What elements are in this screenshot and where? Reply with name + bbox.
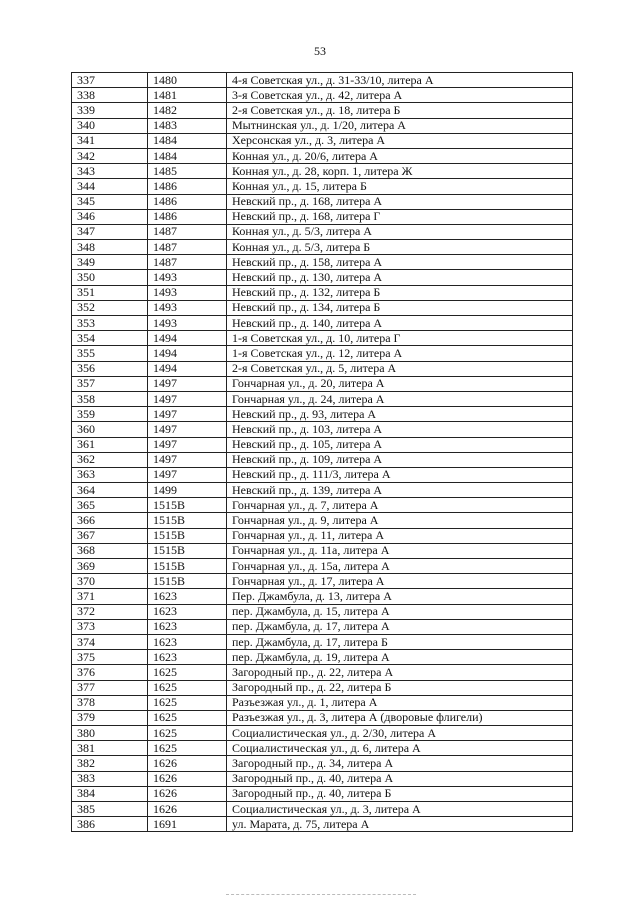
code-cell: 1487 [148, 240, 227, 255]
row-number-cell: 365 [72, 498, 148, 513]
table-row [72, 194, 573, 209]
row-number-cell: 349 [72, 255, 148, 270]
row-number-cell: 340 [72, 118, 148, 133]
address-cell: Гончарная ул., д. 20, литера А [227, 376, 573, 391]
code-cell: 1623 [148, 650, 227, 665]
table-row [72, 528, 573, 543]
code-cell: 1625 [148, 710, 227, 725]
table-row [72, 331, 573, 346]
address-cell: ул. Марата, д. 75, литера А [227, 817, 573, 832]
table-row [72, 710, 573, 725]
row-number-cell: 381 [72, 741, 148, 756]
row-number-cell: 355 [72, 346, 148, 361]
code-cell: 1625 [148, 741, 227, 756]
row-number-cell: 366 [72, 513, 148, 528]
code-cell: 1497 [148, 407, 227, 422]
address-cell: Социалистическая ул., д. 3, литера А [227, 802, 573, 817]
table-row [72, 376, 573, 391]
address-cell: Гончарная ул., д. 15а, литера А [227, 559, 573, 574]
table-row [72, 741, 573, 756]
code-cell: 1497 [148, 452, 227, 467]
code-cell: 1691 [148, 817, 227, 832]
row-number-cell: 342 [72, 148, 148, 163]
code-cell: 1625 [148, 665, 227, 680]
code-cell: 1515В [148, 513, 227, 528]
address-cell: Загородный пр., д. 22, литера А [227, 665, 573, 680]
address-cell: Социалистическая ул., д. 6, литера А [227, 741, 573, 756]
row-number-cell: 362 [72, 452, 148, 467]
row-number-cell: 348 [72, 240, 148, 255]
table-row [72, 634, 573, 649]
address-cell: Невский пр., д. 132, литера Б [227, 285, 573, 300]
row-number-cell: 374 [72, 634, 148, 649]
table-row [72, 255, 573, 270]
code-cell: 1499 [148, 483, 227, 498]
code-cell: 1625 [148, 726, 227, 741]
code-cell: 1626 [148, 786, 227, 801]
table-row [72, 346, 573, 361]
code-cell: 1515В [148, 574, 227, 589]
table-row [72, 164, 573, 179]
address-cell: Гончарная ул., д. 11, литера А [227, 528, 573, 543]
address-cell: Разъезжая ул., д. 1, литера А [227, 695, 573, 710]
row-number-cell: 354 [72, 331, 148, 346]
code-cell: 1494 [148, 346, 227, 361]
row-number-cell: 345 [72, 194, 148, 209]
row-number-cell: 382 [72, 756, 148, 771]
address-cell: Невский пр., д. 130, литера А [227, 270, 573, 285]
table-row [72, 316, 573, 331]
registry-body [72, 73, 573, 832]
address-cell: 1-я Советская ул., д. 10, литера Г [227, 331, 573, 346]
row-number-cell: 350 [72, 270, 148, 285]
code-cell: 1493 [148, 270, 227, 285]
table-row [72, 209, 573, 224]
row-number-cell: 367 [72, 528, 148, 543]
table-row [72, 270, 573, 285]
code-cell: 1486 [148, 194, 227, 209]
row-number-cell: 369 [72, 559, 148, 574]
code-cell: 1515В [148, 528, 227, 543]
code-cell: 1493 [148, 285, 227, 300]
address-cell: Невский пр., д. 109, литера А [227, 452, 573, 467]
code-cell: 1625 [148, 680, 227, 695]
row-number-cell: 385 [72, 802, 148, 817]
table-row [72, 771, 573, 786]
code-cell: 1623 [148, 589, 227, 604]
code-cell: 1487 [148, 255, 227, 270]
row-number-cell: 386 [72, 817, 148, 832]
code-cell: 1623 [148, 634, 227, 649]
table-row [72, 407, 573, 422]
row-number-cell: 360 [72, 422, 148, 437]
address-cell: Конная ул., д. 28, корп. 1, литера Ж [227, 164, 573, 179]
address-cell: Гончарная ул., д. 9, литера А [227, 513, 573, 528]
page-number: 53 [314, 44, 326, 58]
table-row [72, 452, 573, 467]
code-cell: 1481 [148, 88, 227, 103]
table-row [72, 118, 573, 133]
table-row [72, 559, 573, 574]
row-number-cell: 371 [72, 589, 148, 604]
table-row [72, 786, 573, 801]
table-row [72, 437, 573, 452]
address-registry-table [71, 72, 573, 832]
row-number-cell: 383 [72, 771, 148, 786]
address-cell: Невский пр., д. 111/3, литера А [227, 467, 573, 482]
address-cell: Загородный пр., д. 40, литера Б [227, 786, 573, 801]
code-cell: 1497 [148, 467, 227, 482]
code-cell: 1484 [148, 133, 227, 148]
table-row [72, 498, 573, 513]
address-cell: пер. Джамбула, д. 17, литера Б [227, 634, 573, 649]
table-row [72, 695, 573, 710]
table-row [72, 483, 573, 498]
address-cell: Конная ул., д. 20/6, литера А [227, 148, 573, 163]
address-cell: Херсонская ул., д. 3, литера А [227, 133, 573, 148]
row-number-cell: 344 [72, 179, 148, 194]
address-cell: Невский пр., д. 93, литера А [227, 407, 573, 422]
row-number-cell: 376 [72, 665, 148, 680]
address-cell: Загородный пр., д. 40, литера А [227, 771, 573, 786]
code-cell: 1480 [148, 73, 227, 88]
address-cell: Невский пр., д. 168, литера Г [227, 209, 573, 224]
row-number-cell: 341 [72, 133, 148, 148]
code-cell: 1482 [148, 103, 227, 118]
address-cell: Невский пр., д. 140, литера А [227, 316, 573, 331]
table-row [72, 148, 573, 163]
table-row [72, 103, 573, 118]
code-cell: 1486 [148, 179, 227, 194]
address-cell: Невский пр., д. 139, литера А [227, 483, 573, 498]
table-row [72, 513, 573, 528]
row-number-cell: 384 [72, 786, 148, 801]
code-cell: 1487 [148, 224, 227, 239]
table-row [72, 240, 573, 255]
code-cell: 1623 [148, 604, 227, 619]
address-cell: пер. Джамбула, д. 15, литера А [227, 604, 573, 619]
row-number-cell: 347 [72, 224, 148, 239]
table-row [72, 467, 573, 482]
row-number-cell: 361 [72, 437, 148, 452]
table-row [72, 604, 573, 619]
row-number-cell: 368 [72, 543, 148, 558]
address-cell: Пер. Джамбула, д. 13, литера А [227, 589, 573, 604]
table-row [72, 543, 573, 558]
row-number-cell: 380 [72, 726, 148, 741]
code-cell: 1483 [148, 118, 227, 133]
address-cell: Гончарная ул., д. 7, литера А [227, 498, 573, 513]
scan-edge-mark [226, 894, 416, 895]
table-row [72, 665, 573, 680]
code-cell: 1485 [148, 164, 227, 179]
row-number-cell: 339 [72, 103, 148, 118]
row-number-cell: 372 [72, 604, 148, 619]
row-number-cell: 337 [72, 73, 148, 88]
table-row [72, 756, 573, 771]
row-number-cell: 346 [72, 209, 148, 224]
table-row [72, 574, 573, 589]
row-number-cell: 357 [72, 376, 148, 391]
table-row [72, 179, 573, 194]
table-row [72, 422, 573, 437]
address-cell: 2-я Советская ул., д. 5, литера А [227, 361, 573, 376]
address-cell: Невский пр., д. 168, литера А [227, 194, 573, 209]
row-number-cell: 375 [72, 650, 148, 665]
row-number-cell: 364 [72, 483, 148, 498]
row-number-cell: 352 [72, 300, 148, 315]
code-cell: 1515В [148, 498, 227, 513]
code-cell: 1515В [148, 543, 227, 558]
code-cell: 1493 [148, 300, 227, 315]
code-cell: 1515В [148, 559, 227, 574]
table-row [72, 619, 573, 634]
table-row [72, 680, 573, 695]
address-cell: пер. Джамбула, д. 17, литера А [227, 619, 573, 634]
address-cell: 3-я Советская ул., д. 42, литера А [227, 88, 573, 103]
code-cell: 1484 [148, 148, 227, 163]
row-number-cell: 373 [72, 619, 148, 634]
code-cell: 1497 [148, 376, 227, 391]
address-cell: Загородный пр., д. 22, литера Б [227, 680, 573, 695]
row-number-cell: 378 [72, 695, 148, 710]
table-row [72, 88, 573, 103]
code-cell: 1493 [148, 316, 227, 331]
address-cell: Конная ул., д. 15, литера Б [227, 179, 573, 194]
code-cell: 1497 [148, 391, 227, 406]
row-number-cell: 379 [72, 710, 148, 725]
address-cell: Невский пр., д. 103, литера А [227, 422, 573, 437]
address-cell: Невский пр., д. 158, литера А [227, 255, 573, 270]
code-cell: 1497 [148, 437, 227, 452]
code-cell: 1497 [148, 422, 227, 437]
address-cell: 2-я Советская ул., д. 18, литера Б [227, 103, 573, 118]
address-cell: Разъезжая ул., д. 3, литера А (дворовые флигели) [227, 710, 573, 725]
code-cell: 1626 [148, 771, 227, 786]
row-number-cell: 338 [72, 88, 148, 103]
row-number-cell: 358 [72, 391, 148, 406]
table-row [72, 726, 573, 741]
code-cell: 1625 [148, 695, 227, 710]
table-row [72, 133, 573, 148]
code-cell: 1486 [148, 209, 227, 224]
row-number-cell: 363 [72, 467, 148, 482]
address-cell: Социалистическая ул., д. 2/30, литера А [227, 726, 573, 741]
table-row [72, 73, 573, 88]
address-cell: Мытнинская ул., д. 1/20, литера А [227, 118, 573, 133]
address-cell: Невский пр., д. 105, литера А [227, 437, 573, 452]
code-cell: 1494 [148, 361, 227, 376]
row-number-cell: 351 [72, 285, 148, 300]
row-number-cell: 343 [72, 164, 148, 179]
code-cell: 1626 [148, 756, 227, 771]
row-number-cell: 370 [72, 574, 148, 589]
table-row [72, 650, 573, 665]
address-cell: Конная ул., д. 5/3, литера А [227, 224, 573, 239]
address-cell: 4-я Советская ул., д. 31-33/10, литера А [227, 73, 573, 88]
address-cell: Гончарная ул., д. 17, литера А [227, 574, 573, 589]
table-row [72, 817, 573, 832]
table-row [72, 589, 573, 604]
table-row [72, 224, 573, 239]
address-cell: Конная ул., д. 5/3, литера Б [227, 240, 573, 255]
table-row [72, 802, 573, 817]
address-cell: пер. Джамбула, д. 19, литера А [227, 650, 573, 665]
address-cell: Загородный пр., д. 34, литера А [227, 756, 573, 771]
row-number-cell: 359 [72, 407, 148, 422]
row-number-cell: 356 [72, 361, 148, 376]
row-number-cell: 353 [72, 316, 148, 331]
address-cell: Гончарная ул., д. 11а, литера А [227, 543, 573, 558]
table-row [72, 285, 573, 300]
table-row [72, 361, 573, 376]
row-number-cell: 377 [72, 680, 148, 695]
table-row [72, 391, 573, 406]
address-cell: 1-я Советская ул., д. 12, литера А [227, 346, 573, 361]
code-cell: 1494 [148, 331, 227, 346]
table-row [72, 300, 573, 315]
code-cell: 1626 [148, 802, 227, 817]
address-cell: Невский пр., д. 134, литера Б [227, 300, 573, 315]
code-cell: 1623 [148, 619, 227, 634]
address-cell: Гончарная ул., д. 24, литера А [227, 391, 573, 406]
